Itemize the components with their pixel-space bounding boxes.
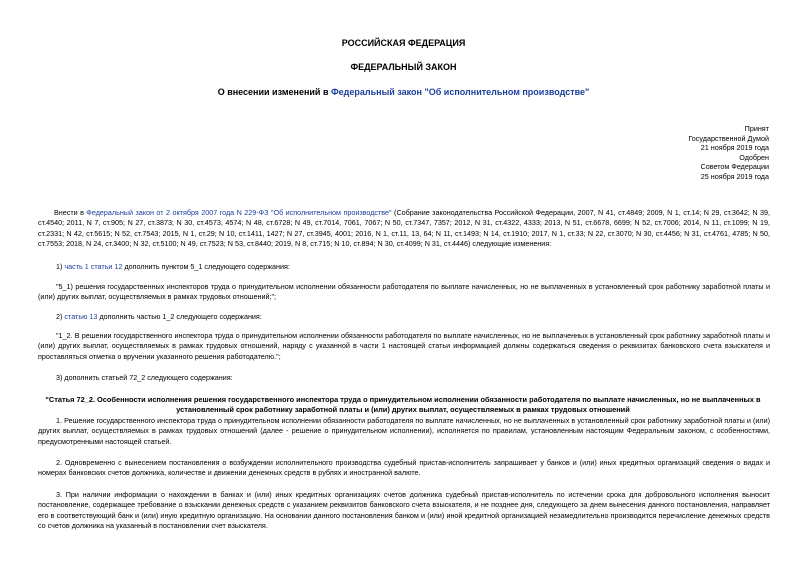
intro-law-date-link[interactable]: от 2 октября 2007 года N 229-ФЗ "Об исполнительном производстве": [156, 208, 392, 217]
article-paragraph-2: 2. Одновременно с вынесением постановления о возбуждении исполнительного производства судебный пристав-исполнитель запрашивает у банков и (или) иных кредитных организаций сведения о видах и номерах банковских счетов должника, количестве и движении денежных средств в рублях и иностранной валюте.: [38, 458, 770, 478]
adoption-line: 21 ноября 2019 года: [700, 143, 769, 153]
adoption-line: Государственной Думой: [688, 133, 769, 143]
item-1-quote: "5_1) решения государственных инспекторов труда о принудительном исполнении обязанности работодателя по выплате начисленных, но не выплаченных в установленный срок работнику заработной платы и (или) других выплат, осуществляемых в рамках трудовых отношений;";: [38, 282, 770, 302]
item-2-link[interactable]: статью 13: [64, 312, 98, 321]
item-1: [56, 262, 770, 272]
intro-text: (Собрание законодательства Российской Федерации, 2007, N 41, ст.4849; 2009, N 1, ст.14; N 29, ст.3642; N 39, ст.4540; 2011, N 7, ст.905; N 27, ст.3873; N 30, ст.4573, 4574; N 48, ст.6728; N 49, ст.7014, 7061, 7067; N 50, ст.7347, 7357; 2012, N 31, ст.4322, 4333; 2013, N 51, ст.6678, 6699; N 52, ст.7006; 2014, N 11, ст.1099; N 19, ст.2331; N 42, ст.5615; N 52, ст.7543; 2015, N 1, ст.29; N 10, ст.1411, 1427; N 27, ст.3945, 4001; 2016, N 1, ст.11, 13, 64; N 11, ст.1493; N 14, ст.1910; 2017, N 1, ст.33; N 22, ст.3070; N 30, ст.4456; N 31, ст.4761, 4785; N 50, ст.7553; 2018, N 24, ст.3400; N 32, ст.5100; N 49, ст.7523; N 53, ст.8440; 2019, N 8, ст.715; N 10, ст.894; N 30, ст.4099; N 31, ст.4446) следующие изменения:: [38, 208, 771, 249]
adoption-line: Одобрен: [739, 152, 769, 162]
adoption-line: Советом Федерации: [700, 162, 769, 172]
adoption-block: [688, 124, 769, 182]
item-3: 3) дополнить статьей 72_2 следующего содержания:: [56, 373, 233, 382]
item-1-link[interactable]: часть 1 статьи 12: [64, 262, 123, 271]
adoption-line: 25 ноября 2019 года: [700, 171, 769, 181]
article-paragraph-1: 1. Решение государственного инспектора труда о принудительном исполнении обязанности работодателя по выплате начисленных, но не выплаченных в установленный срок работнику заработной платы и (или) других выплат, осуществляемых в рамках трудовых отношений (далее - решение о принудительном исполнении), исполняется по правилам, установленным настоящим Федеральным законом, с особенностями, предусмотренными настоящей статьей.: [38, 416, 770, 446]
adoption-line: Принят: [744, 124, 769, 133]
item-2-quote: "1_2. В решении государственного инспектора труда о принудительном исполнении обязанности работодателя по выплате начисленных, но не выплаченных в установленный срок работнику заработной платы и (или) других выплат, осуществляемых в рамках трудовых отношений, наряду с указанной в части 1 настоящей статьи информацией должны содержаться сведения о реквизитах банковского счета взыскателя и проставляться отметка о вручении указанного решения работодателю.";: [38, 331, 770, 361]
header-law-type: ФЕДЕРАЛЬНЫЙ ЗАКОН: [350, 62, 457, 72]
title-law-link[interactable]: Федеральный закон "Об исполнительном производстве": [330, 87, 590, 97]
intro-law-link[interactable]: Федеральный закон: [86, 208, 154, 217]
title-prefix: О внесении изменений в: [217, 87, 331, 97]
article-paragraph-3: 3. При наличии информации о нахождении в банках и (или) иных кредитных организациях счетов должника судебный пристав-исполнитель по истечении срока для добровольного исполнения выносит постановление, содержащее требование о взыскании денежных средств с указанием реквизитов банковского счета взыскателя, и не позднее дня, следующего за днем вынесения данного постановления, направляет его в соответствующий банк и (или) иную кредитную организацию. На основании данного постановления банком и (или) иной кредитной организацией незамедлительно производится перечисление денежных средств со счетов должника на указанный в постановлении счет взыскателя.: [38, 490, 770, 531]
intro-text: Внести в: [54, 208, 87, 217]
item-text: дополнить пунктом 5_1 следующего содержания:: [122, 262, 290, 271]
item-text: дополнить частью 1_2 следующего содержания:: [97, 312, 262, 321]
intro-paragraph: [38, 208, 770, 250]
item-2: [56, 312, 770, 322]
article-title: "Статья 72_2. Особенности исполнения решения государственного инспектора труда о принудительном исполнении обязанности работодателя по выплате начисленных, но не выплаченных в установленный срок работнику заработной платы и (или) других выплат, осуществляемых в рамках трудовых отношений: [45, 395, 761, 414]
document-title: [0, 87, 807, 97]
header-country: РОССИЙСКАЯ ФЕДЕРАЦИЯ: [341, 38, 466, 48]
item-number: 2): [56, 312, 65, 321]
item-number: 1): [56, 262, 65, 271]
